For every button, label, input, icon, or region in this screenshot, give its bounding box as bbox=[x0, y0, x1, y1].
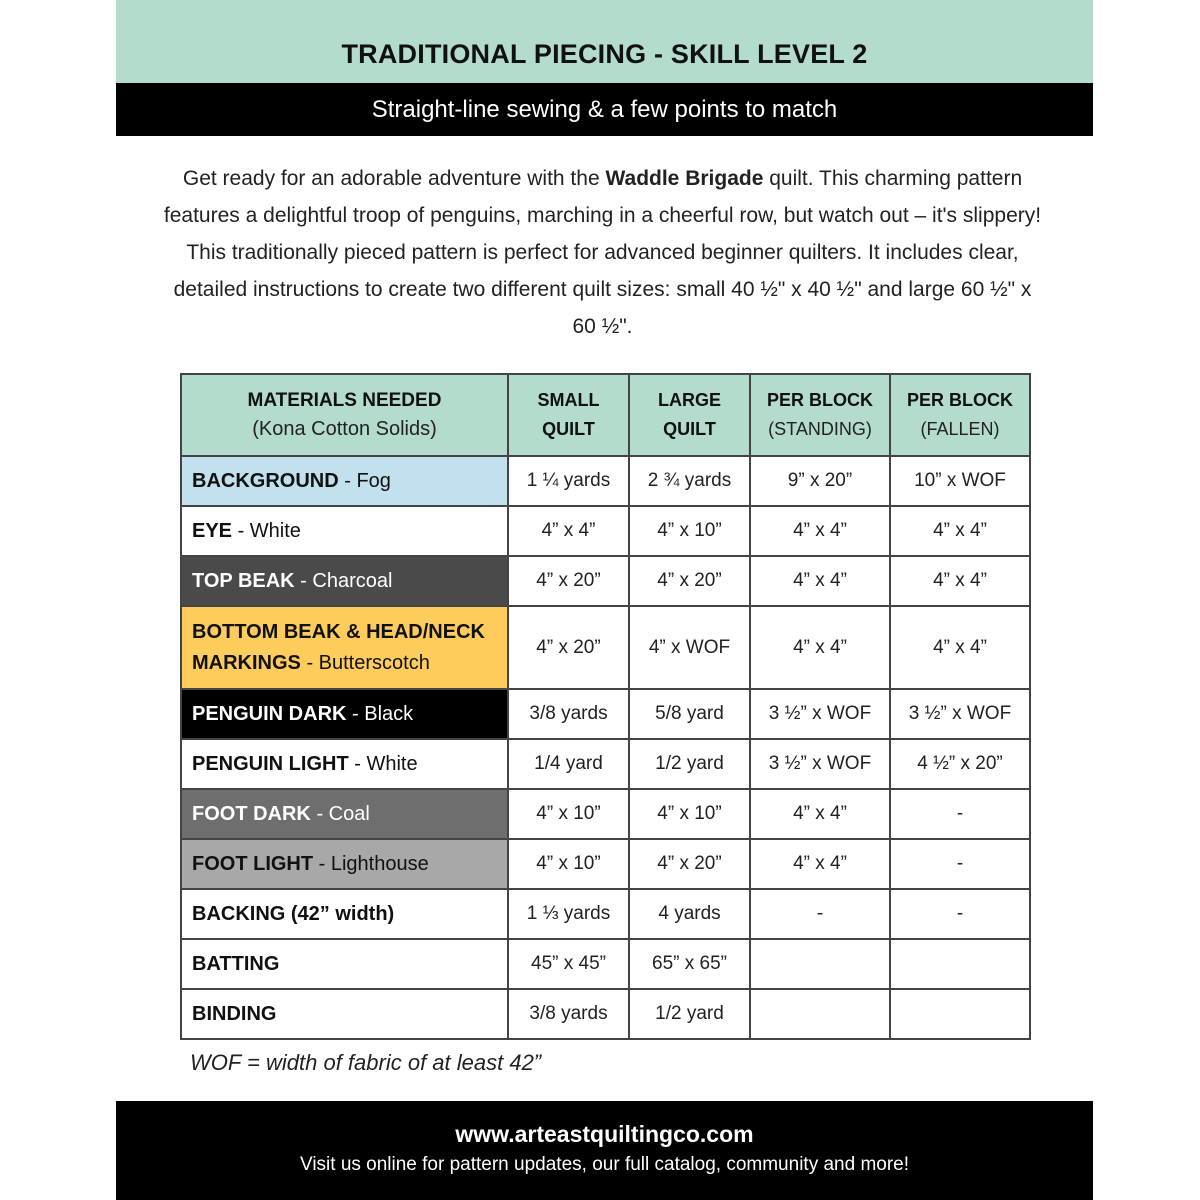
quantity-cell: 1/4 yard bbox=[508, 739, 629, 789]
header-small-quilt bbox=[508, 374, 629, 456]
material-color: - White bbox=[348, 752, 418, 775]
material-label bbox=[181, 739, 508, 789]
material-label bbox=[181, 456, 508, 506]
quantity-cell: 1 ¼ yards bbox=[508, 456, 629, 506]
header-line1: SMALL bbox=[537, 390, 600, 410]
footer bbox=[116, 1101, 1093, 1200]
material-name: PENGUIN DARK bbox=[192, 702, 347, 725]
material-label bbox=[181, 506, 508, 556]
wof-note: WOF = width of fabric of at least 42” bbox=[190, 1050, 542, 1075]
material-label bbox=[181, 689, 508, 739]
material-name: FOOT LIGHT bbox=[192, 852, 314, 875]
materials-table bbox=[180, 373, 1031, 1040]
quantity-cell: 3 ½” x WOF bbox=[890, 689, 1030, 739]
quantity-cell: 4” x 10” bbox=[629, 789, 750, 839]
quantity-cell: 3/8 yards bbox=[508, 689, 629, 739]
table-row bbox=[181, 689, 1030, 739]
material-color: - Fog bbox=[338, 469, 391, 492]
quantity-cell: 4” x 20” bbox=[508, 606, 629, 689]
header-materials-subtitle: (Kona Cotton Solids) bbox=[252, 418, 437, 440]
quantity-cell: 65” x 65” bbox=[629, 939, 750, 989]
quantity-cell: - bbox=[750, 889, 890, 939]
quantity-cell bbox=[890, 989, 1030, 1039]
material-color: - Butterscotch bbox=[300, 651, 430, 674]
quantity-cell: 1/2 yard bbox=[629, 989, 750, 1039]
quantity-cell: 4” x 10” bbox=[629, 506, 750, 556]
quantity-cell: - bbox=[890, 889, 1030, 939]
quantity-cell: 4” x WOF bbox=[629, 606, 750, 689]
quantity-cell: 5/8 yard bbox=[629, 689, 750, 739]
table-row bbox=[181, 739, 1030, 789]
quantity-cell: 4” x 10” bbox=[508, 839, 629, 889]
quantity-cell: 4” x 4” bbox=[750, 556, 890, 606]
table-row bbox=[181, 456, 1030, 506]
quantity-cell: 10” x WOF bbox=[890, 456, 1030, 506]
material-name: BACKGROUND bbox=[192, 469, 339, 492]
page-title: TRADITIONAL PIECING - SKILL LEVEL 2 bbox=[341, 39, 868, 69]
header-per-block-fallen bbox=[890, 374, 1030, 456]
material-name-line2: MARKINGS bbox=[192, 651, 301, 674]
quantity-cell: 4” x 10” bbox=[508, 789, 629, 839]
table-row bbox=[181, 606, 1030, 689]
quantity-cell: 4” x 4” bbox=[750, 839, 890, 889]
quantity-cell: 4” x 4” bbox=[750, 506, 890, 556]
header-band bbox=[116, 0, 1093, 83]
intro-text-before: Get ready for an adorable adventure with the bbox=[182, 167, 606, 190]
material-label bbox=[181, 939, 508, 989]
header-line1: LARGE bbox=[658, 390, 721, 410]
quantity-cell: 4” x 4” bbox=[508, 506, 629, 556]
table-row bbox=[181, 506, 1030, 556]
website-link[interactable]: www.arteastquiltingco.com bbox=[455, 1121, 754, 1147]
intro-text-after: quilt. This charming pattern features a delightful troop of penguins, marching in a cheerful row, but watch out – it's slippery! This traditionally pieced pattern is perfect for advanced beginner quilters. It includes clear, detailed instructions to create two different quilt sizes: small 40 ½" x 40 ½" and large 60 ½" x 60 ½". bbox=[163, 167, 1042, 338]
quantity-cell: 9” x 20” bbox=[750, 456, 890, 506]
material-name: BACKING (42” width) bbox=[192, 902, 395, 925]
header-per-block-standing bbox=[750, 374, 890, 456]
material-color: - Lighthouse bbox=[313, 852, 429, 875]
quantity-cell: 4” x 4” bbox=[890, 556, 1030, 606]
intro-paragraph bbox=[160, 160, 1045, 345]
header-line2: (FALLEN) bbox=[920, 419, 1000, 439]
material-name: BINDING bbox=[192, 1002, 277, 1025]
material-color: - Charcoal bbox=[294, 569, 393, 592]
table-row bbox=[181, 889, 1030, 939]
header-line2: (STANDING) bbox=[768, 419, 872, 439]
quantity-cell: - bbox=[890, 789, 1030, 839]
table-row bbox=[181, 789, 1030, 839]
material-name: PENGUIN LIGHT bbox=[192, 752, 349, 775]
material-label bbox=[181, 556, 508, 606]
quantity-cell: - bbox=[890, 839, 1030, 889]
material-label bbox=[181, 989, 508, 1039]
quantity-cell bbox=[750, 989, 890, 1039]
quantity-cell bbox=[890, 939, 1030, 989]
quantity-cell: 2 ¾ yards bbox=[629, 456, 750, 506]
table-row bbox=[181, 556, 1030, 606]
quantity-cell: 1/2 yard bbox=[629, 739, 750, 789]
quantity-cell: 45” x 45” bbox=[508, 939, 629, 989]
quantity-cell: 4” x 4” bbox=[750, 606, 890, 689]
material-name: TOP BEAK bbox=[192, 569, 295, 592]
material-label bbox=[181, 789, 508, 839]
material-name: FOOT DARK bbox=[192, 802, 311, 825]
material-label bbox=[181, 889, 508, 939]
quantity-cell: 4” x 4” bbox=[750, 789, 890, 839]
header-materials-title: MATERIALS NEEDED bbox=[247, 390, 442, 411]
quantity-cell: 4” x 20” bbox=[508, 556, 629, 606]
header-line2: QUILT bbox=[663, 419, 716, 439]
page-subtitle: Straight-line sewing & a few points to match bbox=[371, 95, 838, 123]
table-body bbox=[181, 456, 1030, 1039]
material-color: - White bbox=[232, 519, 301, 542]
quantity-cell: 3 ½” x WOF bbox=[750, 689, 890, 739]
material-color: - Black bbox=[346, 702, 414, 725]
table-header-row bbox=[181, 374, 1030, 456]
header-materials bbox=[181, 374, 508, 456]
quantity-cell: 4” x 4” bbox=[890, 506, 1030, 556]
material-label bbox=[181, 606, 508, 689]
material-label bbox=[181, 839, 508, 889]
quantity-cell: 4 yards bbox=[629, 889, 750, 939]
header-line1: PER BLOCK bbox=[766, 390, 873, 410]
quantity-cell: 3 ½” x WOF bbox=[750, 739, 890, 789]
material-name: BATTING bbox=[192, 952, 280, 975]
quantity-cell: 4” x 20” bbox=[629, 839, 750, 889]
footer-text: Visit us online for pattern updates, our full catalog, community and more! bbox=[299, 1154, 910, 1175]
material-name: BOTTOM BEAK & HEAD/NECK bbox=[192, 620, 485, 643]
quantity-cell: 1 ⅓ yards bbox=[508, 889, 629, 939]
table-row bbox=[181, 839, 1030, 889]
quilt-name: Waddle Brigade bbox=[605, 167, 764, 190]
quantity-cell: 3/8 yards bbox=[508, 989, 629, 1039]
header-line2: QUILT bbox=[542, 419, 595, 439]
header-line1: PER BLOCK bbox=[906, 390, 1013, 410]
quantity-cell: 4” x 20” bbox=[629, 556, 750, 606]
table-row bbox=[181, 989, 1030, 1039]
quantity-cell bbox=[750, 939, 890, 989]
table-row bbox=[181, 939, 1030, 989]
subtitle-band bbox=[116, 83, 1093, 136]
quantity-cell: 4” x 4” bbox=[890, 606, 1030, 689]
header-large-quilt bbox=[629, 374, 750, 456]
material-color: - Coal bbox=[310, 802, 370, 825]
material-name: EYE bbox=[192, 519, 233, 542]
quantity-cell: 4 ½” x 20” bbox=[890, 739, 1030, 789]
